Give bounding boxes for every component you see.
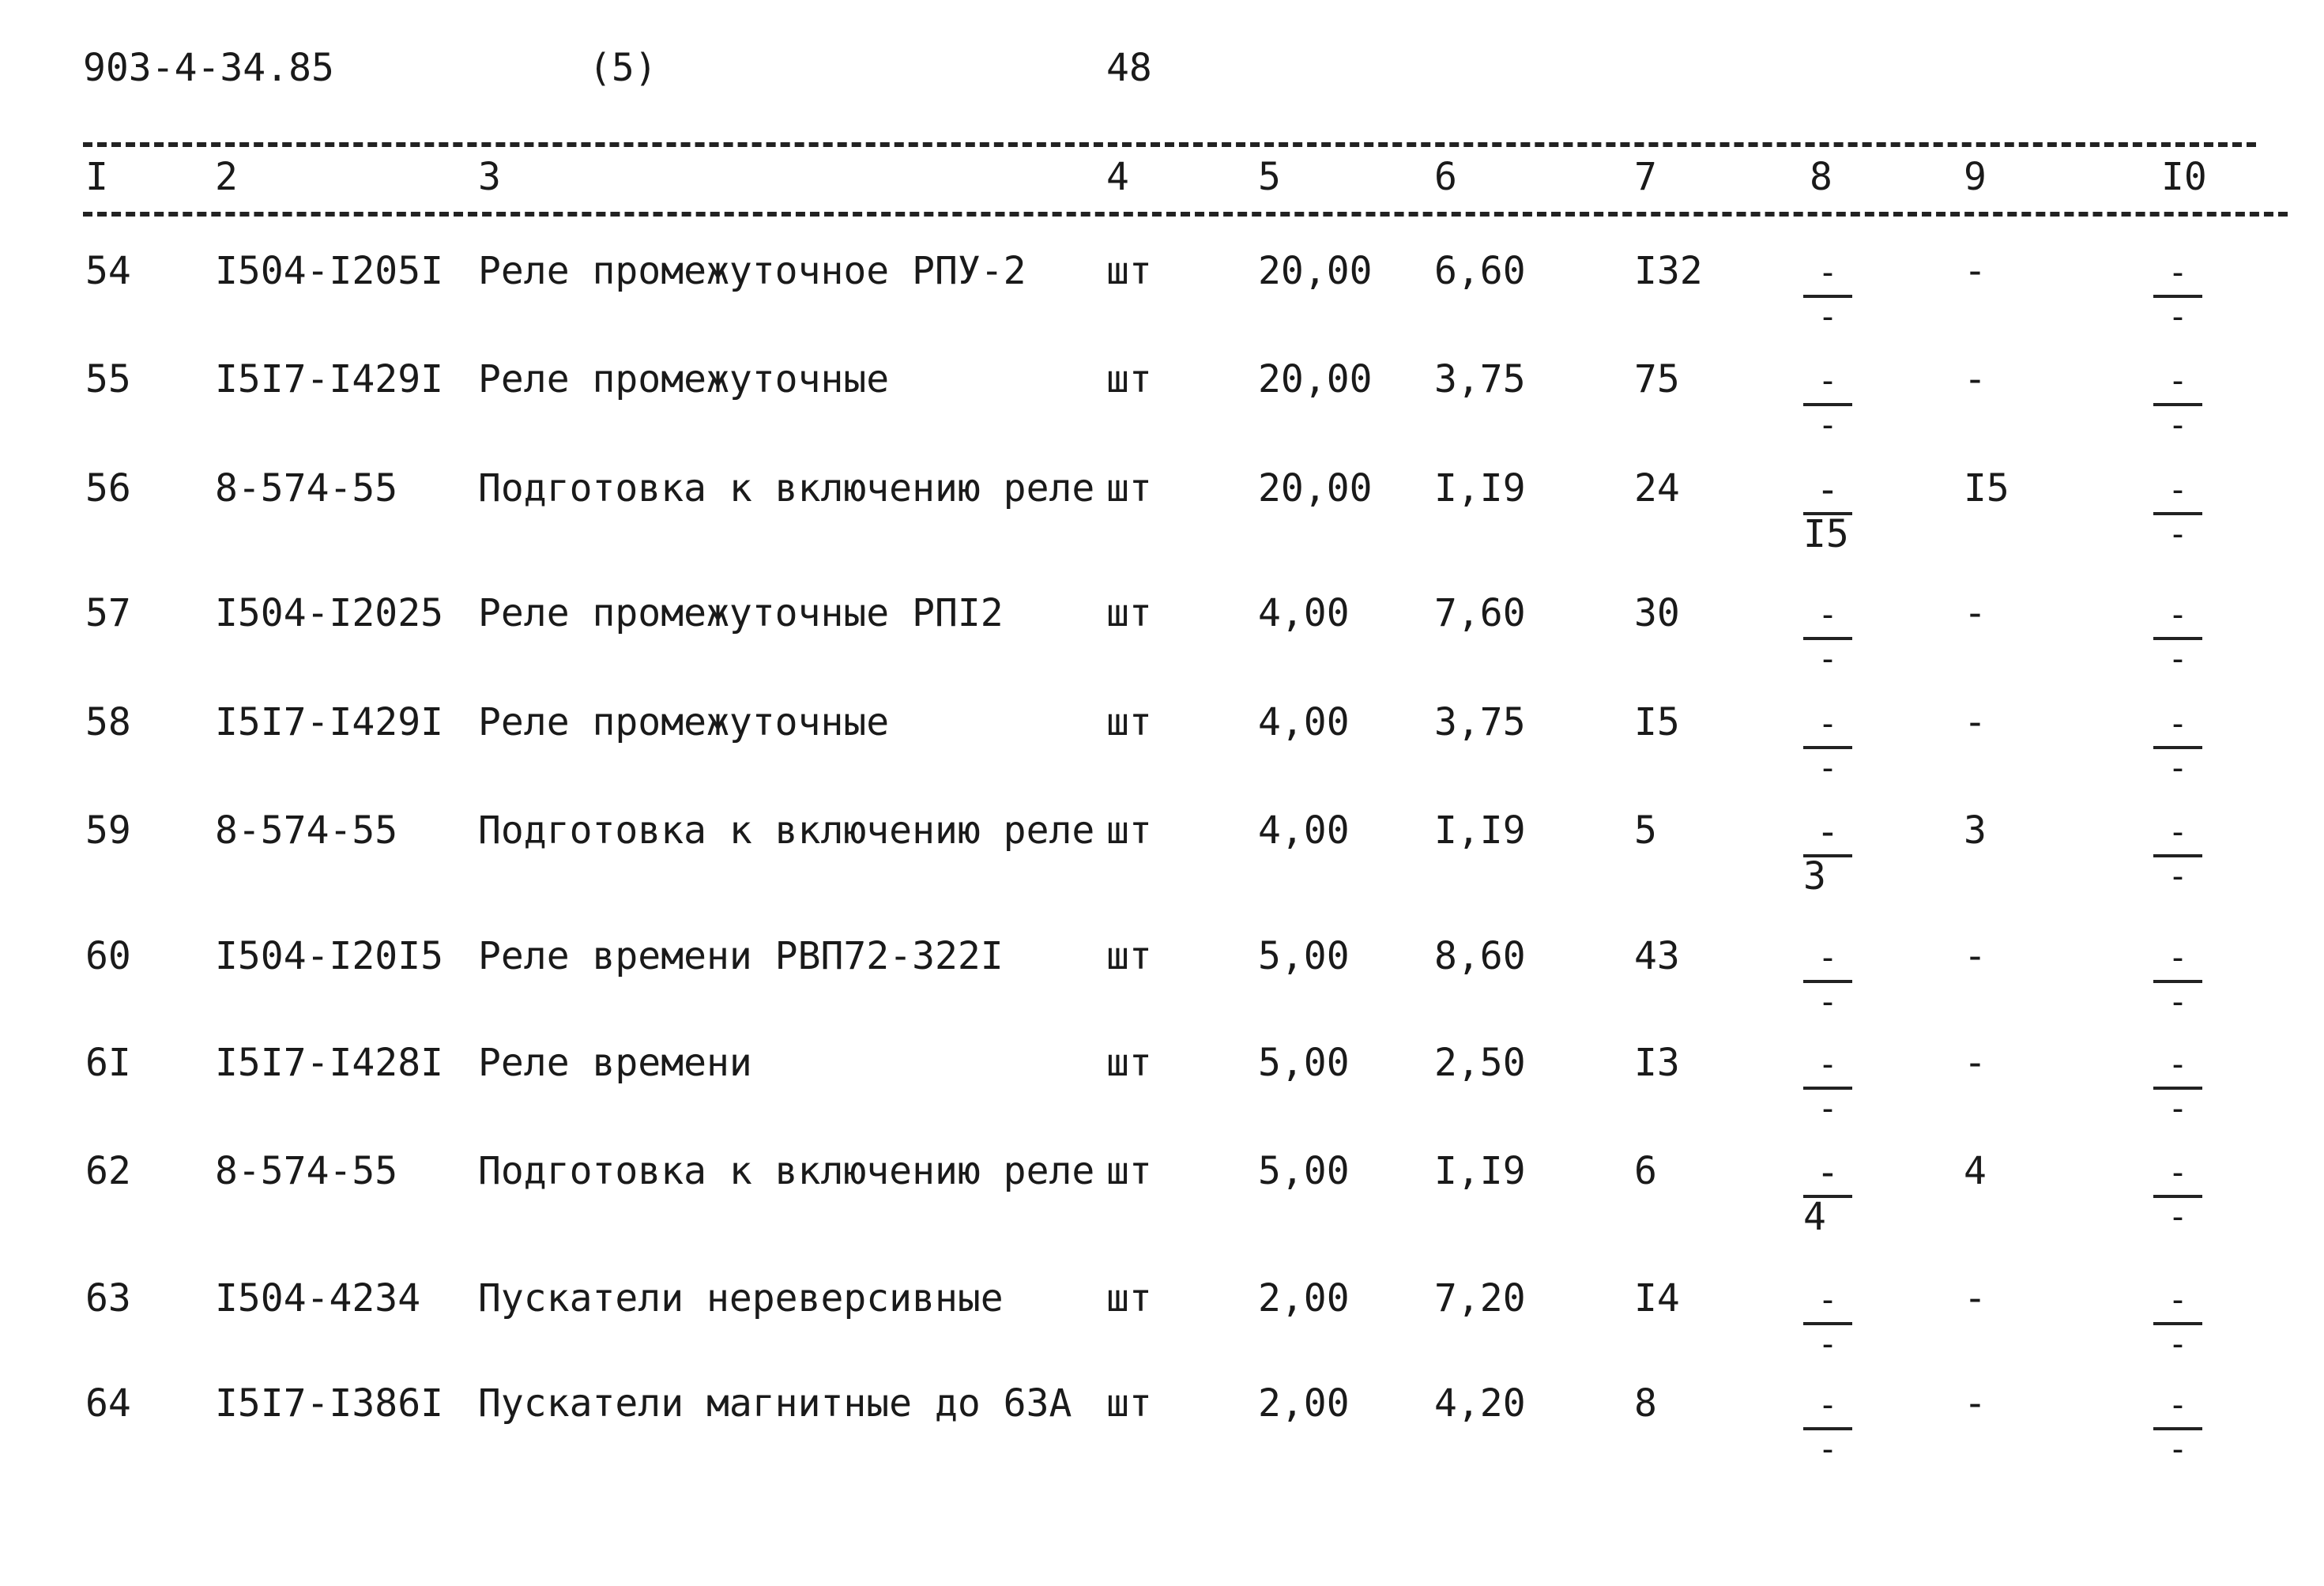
fraction-numerator: - [2168,938,2188,977]
row-col8-fraction [1803,810,1852,898]
row-col8-fraction [1803,1151,1852,1239]
column-header-3: 3 [478,155,501,199]
row-number: 56 [85,466,131,510]
table-row [0,1276,2324,1387]
fraction-numerator: - [2168,1153,2188,1192]
row-rate: I,I9 [1434,808,1526,853]
row-name: Подготовка к включению реле [478,808,1095,853]
row-col10-fraction [2153,253,2202,336]
column-header-2: 2 [215,155,238,199]
fraction-denominator: 4 [1803,1195,1826,1239]
row-col9: - [1964,700,1987,744]
table-row [0,466,2324,577]
fraction-denominator: - [2168,514,2188,553]
row-quantity: 2,00 [1258,1381,1350,1426]
table-row [0,1041,2324,1151]
row-col10-fraction [2153,704,2202,787]
row-number: 55 [85,357,131,401]
table-top-rule [83,142,2256,147]
row-code: I504-I20I5 [215,934,443,978]
column-header-8: 8 [1810,155,1832,199]
row-unit: шт [1106,700,1152,744]
row-col10-fraction [2153,1385,2202,1468]
row-code: 8-574-55 [215,808,398,853]
fraction-numerator: - [1817,1385,1838,1424]
row-col8-fraction [1803,1280,1852,1363]
fraction-denominator: - [2168,1089,2188,1128]
row-code: I5I7-I429I [215,357,443,401]
row-rate: I,I9 [1434,466,1526,510]
row-rate: I,I9 [1434,1149,1526,1193]
fraction-numerator: - [1817,1280,1838,1319]
table-row [0,1381,2324,1492]
column-header-9: 9 [1964,155,1987,199]
row-name: Реле времени [478,1041,752,1085]
fraction-denominator: - [2168,405,2188,444]
row-col9: - [1964,591,1987,635]
row-quantity: 2,00 [1258,1276,1350,1320]
row-number: 57 [85,591,131,635]
fraction-numerator: - [1817,1045,1838,1083]
row-unit: шт [1106,1149,1152,1193]
column-header-1: I [85,155,108,199]
row-total: 75 [1634,357,1680,401]
row-col9: - [1964,1381,1987,1426]
fraction-denominator: - [1817,405,1838,444]
fraction-numerator: - [1817,595,1838,634]
row-col8-fraction [1803,253,1852,336]
row-col10-fraction [2153,1045,2202,1128]
row-unit: шт [1106,1276,1152,1320]
row-col8-fraction [1803,361,1852,444]
row-number: 6I [85,1041,131,1085]
row-col10-fraction [2153,812,2202,895]
fraction-numerator: - [1817,704,1838,743]
row-quantity: 20,00 [1258,466,1373,510]
row-name: Пускатели нереверсивные [478,1276,1004,1320]
fraction-denominator: - [1817,1324,1838,1363]
row-code: I504-I2025 [215,591,443,635]
row-unit: шт [1106,808,1152,853]
row-col8-fraction [1803,595,1852,678]
row-rate: 4,20 [1434,1381,1526,1426]
row-col8-fraction [1803,468,1852,556]
row-name: Подготовка к включению реле [478,466,1095,510]
fraction-denominator: I5 [1803,512,1849,556]
fraction-denominator: - [1817,748,1838,787]
row-code: I5I7-I429I [215,700,443,744]
fraction-denominator: - [2168,748,2188,787]
row-quantity: 20,00 [1258,249,1373,293]
row-total: 30 [1634,591,1680,635]
table-row [0,934,2324,1045]
fraction-denominator: - [1817,297,1838,336]
row-quantity: 20,00 [1258,357,1373,401]
row-rate: 2,50 [1434,1041,1526,1085]
row-code: I5I7-I428I [215,1041,443,1085]
row-name: Пускатели магнитные до 63А [478,1381,1072,1426]
fraction-denominator: - [2168,857,2188,895]
row-col10-fraction [2153,361,2202,444]
row-col9: 3 [1964,808,1987,853]
fraction-denominator: - [2168,639,2188,678]
fraction-denominator: 3 [1803,854,1826,898]
row-col9: - [1964,1041,1987,1085]
row-number: 58 [85,700,131,744]
row-col9: - [1964,934,1987,978]
fraction-denominator: - [2168,1197,2188,1236]
fraction-denominator: - [1817,1430,1838,1468]
row-name: Реле времени РВП72-322I [478,934,1004,978]
row-unit: шт [1106,249,1152,293]
fraction-numerator: - [2168,253,2188,292]
row-rate: 3,75 [1434,700,1526,744]
row-quantity: 5,00 [1258,1149,1350,1193]
row-col10-fraction [2153,1153,2202,1236]
document-code: 903-4-34.85 [83,46,334,90]
row-number: 63 [85,1276,131,1320]
fraction-numerator: - [2168,470,2188,509]
row-quantity: 4,00 [1258,591,1350,635]
fraction-denominator: - [2168,297,2188,336]
row-unit: шт [1106,466,1152,510]
fraction-numerator: - [1817,938,1838,977]
row-name: Реле промежуточные [478,700,890,744]
row-col8-fraction [1803,1045,1852,1128]
table-row [0,249,2324,360]
row-col9: 4 [1964,1149,1987,1193]
row-number: 54 [85,249,131,293]
row-total: I5 [1634,700,1680,744]
row-total: I3 [1634,1041,1680,1085]
row-code: I504-I205I [215,249,443,293]
table-row [0,591,2324,702]
row-unit: шт [1106,357,1152,401]
row-total: I4 [1634,1276,1680,1320]
row-total: I32 [1634,249,1703,293]
row-col9: - [1964,1276,1987,1320]
row-unit: шт [1106,1381,1152,1426]
sheet-number: (5) [589,46,657,90]
table-row [0,808,2324,919]
table-row [0,357,2324,468]
row-name: Реле промежуточное РПУ-2 [478,249,1026,293]
row-quantity: 5,00 [1258,1041,1350,1085]
row-name: Реле промежуточные [478,357,890,401]
table-header-rule [83,212,2288,217]
row-col10-fraction [2153,470,2202,553]
fraction-numerator: - [2168,361,2188,400]
row-col10-fraction [2153,938,2202,1021]
row-rate: 7,60 [1434,591,1526,635]
fraction-denominator: - [2168,1430,2188,1468]
row-code: 8-574-55 [215,466,398,510]
fraction-denominator: - [1817,982,1838,1021]
column-header-7: 7 [1634,155,1657,199]
row-quantity: 5,00 [1258,934,1350,978]
row-quantity: 4,00 [1258,700,1350,744]
row-col8-fraction [1803,704,1852,787]
row-name: Подготовка к включению реле [478,1149,1095,1193]
row-code: I504-4234 [215,1276,421,1320]
row-number: 62 [85,1149,131,1193]
row-col9: I5 [1964,466,2009,510]
row-name: Реле промежуточные РПI2 [478,591,1004,635]
fraction-numerator: - [1816,810,1840,854]
fraction-numerator: - [2168,704,2188,743]
row-number: 64 [85,1381,131,1426]
fraction-denominator: - [2168,1324,2188,1363]
row-number: 60 [85,934,131,978]
row-col9: - [1964,249,1987,293]
row-code: 8-574-55 [215,1149,398,1193]
row-unit: шт [1106,1041,1152,1085]
column-header-10: I0 [2161,155,2207,199]
fraction-numerator: - [1816,1151,1840,1195]
fraction-numerator: - [2168,1385,2188,1424]
row-total: 6 [1634,1149,1657,1193]
page-number: 48 [1106,46,1152,90]
row-col10-fraction [2153,1280,2202,1363]
row-quantity: 4,00 [1258,808,1350,853]
row-rate: 8,60 [1434,934,1526,978]
fraction-denominator: - [1817,1089,1838,1128]
fraction-denominator: - [2168,982,2188,1021]
column-header-4: 4 [1106,155,1129,199]
row-col10-fraction [2153,595,2202,678]
row-rate: 7,20 [1434,1276,1526,1320]
row-unit: шт [1106,934,1152,978]
table-row [0,1149,2324,1260]
fraction-numerator: - [2168,1045,2188,1083]
column-header-6: 6 [1434,155,1457,199]
row-col8-fraction [1803,1385,1852,1468]
row-total: 5 [1634,808,1657,853]
fraction-denominator: - [1817,639,1838,678]
row-total: 24 [1634,466,1680,510]
row-rate: 3,75 [1434,357,1526,401]
fraction-numerator: - [2168,812,2188,851]
fraction-numerator: - [1817,253,1838,292]
row-total: 43 [1634,934,1680,978]
fraction-numerator: - [2168,1280,2188,1319]
row-code: I5I7-I386I [215,1381,443,1426]
row-total: 8 [1634,1381,1657,1426]
fraction-numerator: - [1817,361,1838,400]
row-unit: шт [1106,591,1152,635]
row-col8-fraction [1803,938,1852,1021]
row-number: 59 [85,808,131,853]
table-row [0,700,2324,811]
row-rate: 6,60 [1434,249,1526,293]
row-col9: - [1964,357,1987,401]
column-header-5: 5 [1258,155,1281,199]
fraction-numerator: - [1816,468,1840,512]
fraction-numerator: - [2168,595,2188,634]
